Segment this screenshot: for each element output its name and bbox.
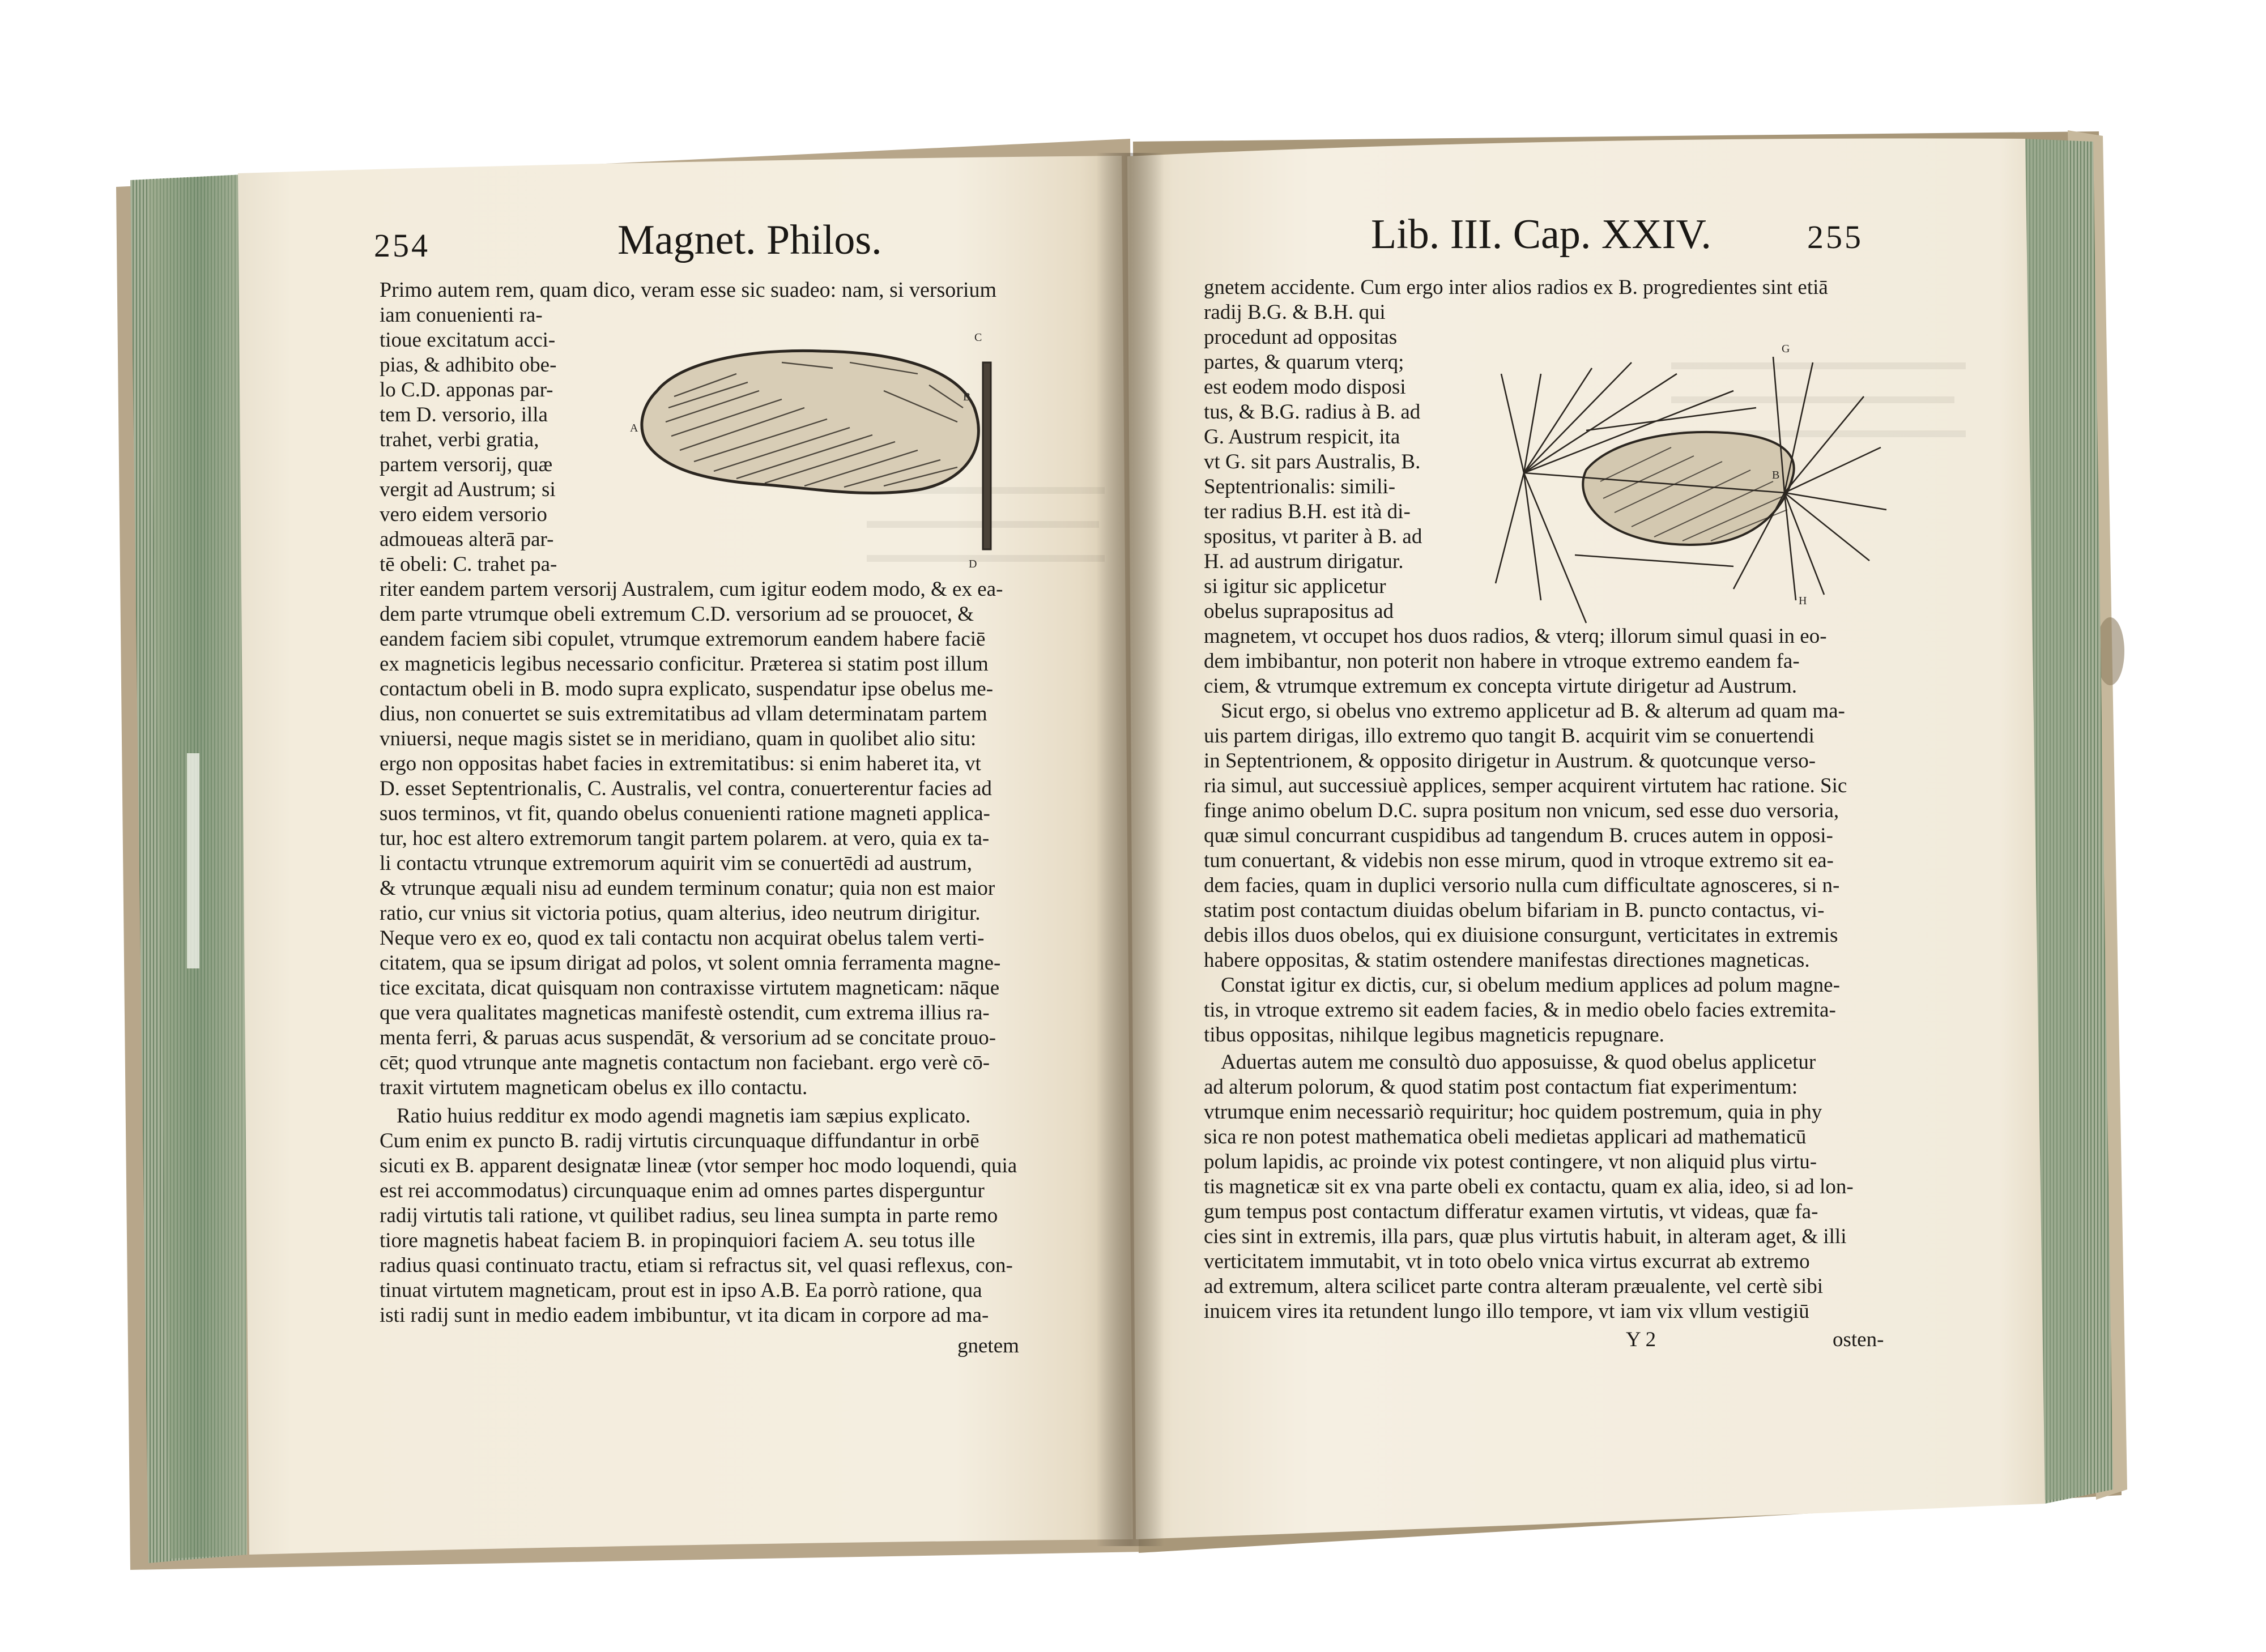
magnet-stone bbox=[642, 351, 978, 493]
text-line: iam conuenienti ra- bbox=[380, 304, 543, 327]
text-line: Aduertas autem me consultò duo apposuisse, & quod obelus applicetur bbox=[1221, 1051, 1816, 1074]
text-line: ad alterum polorum, & quod statim post contactum fiat experimentum: bbox=[1204, 1075, 1798, 1099]
left-running-head: Magnet. Philos. bbox=[617, 217, 882, 263]
text-line: tiore magnetis habeat faciem B. in propinquiori faciem A. seu totus ille bbox=[380, 1229, 976, 1252]
text-line: trahet, verbi gratia, bbox=[380, 428, 539, 451]
text-line: Constat igitur ex dictis, cur, si obelum medium applices ad polum magne- bbox=[1221, 974, 1840, 997]
text-line: traxit virtutem magneticam obelus ex illo contactu. bbox=[380, 1076, 808, 1099]
text-line: D. esset Septentrionalis, C. Australis, vel contra, conuerterentur facies ad bbox=[380, 777, 992, 800]
right-catchword: osten- bbox=[1833, 1328, 1884, 1351]
text-line: finge animo obelum D.C. supra positum non vnicum, sed esse duo versoria, bbox=[1204, 799, 1839, 822]
text-line: tinuat virtutem magneticam, prout est in ipso A.B. Ea porrò ratione, qua bbox=[380, 1279, 982, 1302]
text-line: dem facies, quam in duplici versorio nulla cum difficultate agnosceres, si n- bbox=[1204, 874, 1840, 897]
text-line: est eodem modo disposi bbox=[1204, 375, 1406, 399]
text-line: quæ simul concurrant cuspidibus ad tangendum B. cruces autem in opposi- bbox=[1204, 824, 1833, 847]
text-line: sica re non potest mathematica obeli medietas applicari ad mathematicū bbox=[1204, 1125, 1807, 1149]
text-line: isti radij sunt in medio eadem imbibuntur, vt ita dicam in corpore ad ma- bbox=[380, 1304, 989, 1327]
figure-label-g: G bbox=[1782, 343, 1790, 355]
text-line: dius, non conuertet se suis extremitatibus ad vllam determinatam partem bbox=[380, 702, 987, 725]
text-line: partes, & quarum vterq; bbox=[1204, 351, 1404, 374]
text-line: tis magneticæ sit ex vna parte obeli ex contactu, quam ex alia, ideo, si ad lon- bbox=[1204, 1175, 1854, 1198]
signature-mark: Y 2 bbox=[1626, 1328, 1656, 1351]
text-line: uis partem dirigas, illo extremo quo tangit B. acquirit vim se conuertendi bbox=[1204, 724, 1814, 748]
figure-label-d: D bbox=[969, 558, 977, 570]
text-line: Sicut ergo, si obelus vno extremo applicetur ad B. & alterum ad quam ma- bbox=[1221, 699, 1845, 723]
text-line: partem versorij, quæ bbox=[380, 453, 553, 476]
text-line: Septentrionalis: simili- bbox=[1204, 475, 1396, 498]
text-line: cēt; quod vtrunque ante magnetis contactum non faciebant. ergo verè cō- bbox=[380, 1051, 990, 1074]
text-line: tur, hoc est altero extremorum tangit partem polarem. at vero, quia ex ta- bbox=[380, 827, 990, 850]
text-line: admoueas alterā par- bbox=[380, 528, 554, 551]
text-line: radius quasi continuato tractu, etiam si refractus sit, vel quasi reflexus, con- bbox=[380, 1254, 1013, 1277]
figure-label-h: H bbox=[1799, 595, 1807, 607]
text-line: procedunt ad oppositas bbox=[1204, 326, 1398, 349]
text-line: radij B.G. & B.H. qui bbox=[1204, 301, 1386, 324]
left-catchword: gnetem bbox=[957, 1334, 1019, 1358]
obelus-rod bbox=[983, 362, 991, 549]
figure-label-b-right: B bbox=[1772, 469, 1780, 481]
text-line: dem imbibantur, non poterit non habere in vtroque extremo eandem fa- bbox=[1204, 650, 1800, 673]
text-line: cies sint in extremis, illa pars, quæ plus virtutis habuit, in alteram aget, & illi bbox=[1204, 1225, 1847, 1248]
text-line: Cum enim ex puncto B. radij virtutis circunquaque diffundantur in orbē bbox=[380, 1129, 979, 1152]
text-line: ergo non oppositas habet facies in extremitatibus: si enim haberet ita, vt bbox=[380, 752, 981, 775]
left-first-line: Primo autem rem, quam dico, veram esse sic suadeo: nam, si versorium bbox=[380, 279, 997, 302]
text-line: est rei accommodatus) circunquaque enim ad omnes partes disperguntur bbox=[380, 1179, 985, 1202]
text-line: tice excitata, dicat quisquam non contraxisse virtutem magneticam: nāque bbox=[380, 976, 1000, 1000]
text-line: in Septentrionem, & opposito dirigetur in Austrum. & quotcunque verso- bbox=[1204, 749, 1816, 772]
text-line: contactum obeli in B. modo supra explicato, suspendatur ipse obelus me- bbox=[380, 677, 994, 701]
text-line: suos terminos, vt fit, quando obelus conuenienti ratione magneti applica- bbox=[380, 802, 990, 825]
text-line: dem parte vtrumque obeli extremum C.D. versorium ad se prouocet, & bbox=[380, 603, 974, 626]
text-line: gnetem accidente. Cum ergo inter alios radios ex B. progredientes sint etiā bbox=[1204, 276, 1828, 299]
text-line: ciem, & vtrumque extremum ex concepta virtute dirigetur ad Austrum. bbox=[1204, 675, 1798, 698]
text-line: magnetem, vt occupet hos duos radios, & vterq; illorum simul quasi in eo- bbox=[1204, 625, 1827, 648]
right-running-head: Lib. III. Cap. XXIV. bbox=[1371, 211, 1711, 258]
text-line: debis illos duos obelos, qui ex diuisione consurgunt, verticitates in extremis bbox=[1204, 924, 1838, 947]
text-line: sicuti ex B. apparent designatæ lineæ (vtor semper hoc modo loquendi, quia bbox=[380, 1154, 1017, 1177]
text-line: vtrumque enim necessariò requiritur; hoc quidem postremum, quia in phy bbox=[1204, 1100, 1822, 1124]
left-page-number: 254 bbox=[374, 227, 430, 264]
text-line: citatem, qua se ipsum dirigat ad polos, vt solent omnia ferramenta magne- bbox=[380, 951, 1001, 975]
text-line: spositus, vt pariter à B. ad bbox=[1204, 525, 1422, 548]
text-line: lo C.D. apponas par- bbox=[380, 378, 553, 402]
text-line: gum tempus post contactum differatur examen virtutis, vt videas, quæ fa- bbox=[1204, 1200, 1818, 1223]
figure-label-b: B bbox=[963, 391, 971, 403]
text-line: tioue excitatum acci- bbox=[380, 328, 556, 352]
text-line: tibus oppositas, nihilque legibus magneticis repugnare. bbox=[1204, 1023, 1664, 1047]
text-line: ratio, cur vnius sit victoria potius, quam alterius, ideo neutrum dirigitur. bbox=[380, 902, 981, 925]
text-line: ter radius B.H. est ità di- bbox=[1204, 500, 1411, 523]
text-line: G. Austrum respicit, ita bbox=[1204, 425, 1400, 449]
figure-label-c: C bbox=[974, 331, 982, 344]
text-line: H. ad austrum dirigatur. bbox=[1204, 550, 1404, 573]
text-line: radij virtutis tali ratione, vt quilibet radius, seu linea sumpta in parte remo bbox=[380, 1204, 998, 1227]
text-line: tē obeli: C. trahet pa- bbox=[380, 553, 557, 576]
text-line: menta ferri, & paruas acus suspendāt, & versorium ad se concitate prouo- bbox=[380, 1026, 996, 1049]
text-line: que vera qualitates magneticas manifestè ostendit, cum extrema illius ra- bbox=[380, 1001, 990, 1025]
text-line: habere oppositas, & statim ostendere manifestas directiones magneticas. bbox=[1204, 949, 1810, 972]
text-line: riter eandem partem versorij Australem, cum igitur eodem modo, & ex ea- bbox=[380, 578, 1003, 601]
text-line: ria simul, aut successiuè applices, semper acquirent virtutem hac ratione. Sic bbox=[1204, 774, 1847, 797]
figure-label-a: A bbox=[630, 422, 638, 434]
right-page-number: 255 bbox=[1807, 219, 1863, 255]
text-line: tum conuertant, & videbis non esse mirum, quod in vtroque extremo sit ea- bbox=[1204, 849, 1834, 872]
text-line: vniuersi, neque magis sistet se in meridiano, quam in quolibet alio situ: bbox=[380, 727, 977, 750]
text-line: ex magneticis legibus necessario conficitur. Præterea si statim post illum bbox=[380, 652, 989, 676]
text-line: vt G. sit pars Australis, B. bbox=[1204, 450, 1421, 473]
text-line: tus, & B.G. radius à B. ad bbox=[1204, 400, 1421, 424]
text-line: polum lapidis, ac proinde vix potest contingere, vt non aliquid plus virtu- bbox=[1204, 1150, 1817, 1173]
text-line: tem D. versorio, illa bbox=[380, 403, 548, 426]
text-line: & vtrunque æquali nisu ad eundem terminum conatur; quia non est maior bbox=[380, 877, 995, 900]
text-line: tis, in vtroque extremo sit eadem facies, & in medio obelo facies extremita- bbox=[1204, 998, 1836, 1022]
text-line: verticitatem immutabit, vt in toto obelo vnica virtus excurrat ab extremo bbox=[1204, 1250, 1810, 1273]
text-line: vergit ad Austrum; si bbox=[380, 478, 556, 501]
text-line: inuicem vires ita retundent lungo illo tempore, vt iam vix vllum vestigiū bbox=[1204, 1300, 1809, 1323]
text-line: li contactu vtrunque extremorum aquirit vim se conuertēdi ad austrum, bbox=[380, 852, 972, 875]
text-line: statim post contactum diuidas obelum bifariam in B. puncto contactus, vi- bbox=[1204, 899, 1825, 922]
text-line: Ratio huius redditur ex modo agendi magnetis iam sæpius explicato. bbox=[397, 1104, 971, 1128]
text-line: pias, & adhibito obe- bbox=[380, 353, 557, 377]
text-line: si igitur sic applicetur bbox=[1204, 575, 1386, 598]
text-line: Neque vero ex eo, quod ex tali contactu non acquirat obelus talem verti- bbox=[380, 927, 985, 950]
text-line: vero eidem versorio bbox=[380, 503, 547, 526]
text-line: eandem faciem sibi copulet, vtrumque extremorum eandem habere faciē bbox=[380, 627, 986, 651]
text-line: ad extremum, altera scilicet parte contra alteram præualente, vel certè sibi bbox=[1204, 1275, 1824, 1298]
text-line: obelus suprapositus ad bbox=[1204, 600, 1394, 623]
